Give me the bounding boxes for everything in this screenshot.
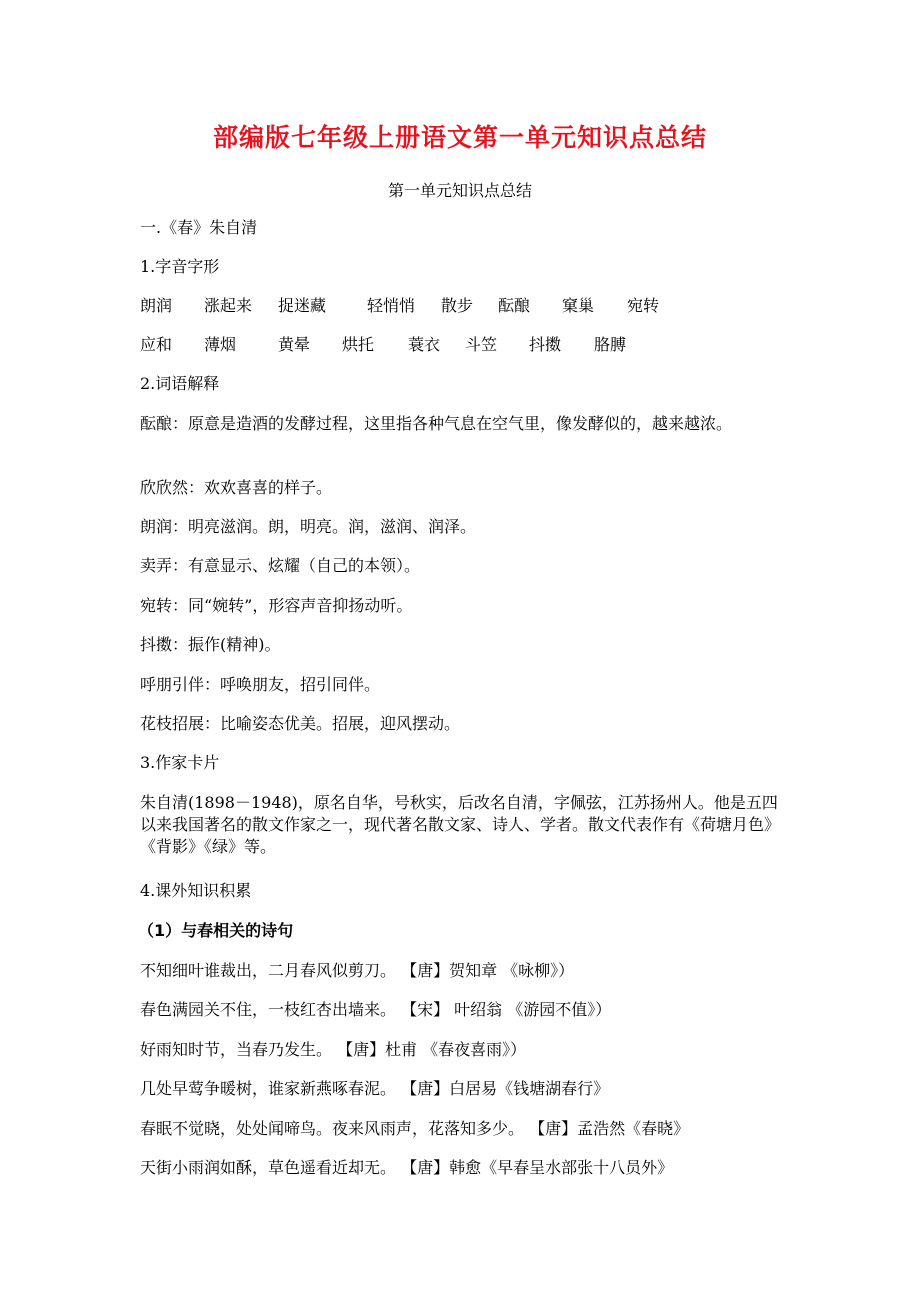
word-item: 宛转 — [627, 296, 660, 315]
word-item: 胳膊 — [594, 335, 627, 354]
definition-item: 酝酿：原意是造酒的发酵过程，这里指各种气息在空气里，像发酵似的，越来越浓。 — [140, 414, 733, 433]
author-card-text: 朱自清(1898－1948)，原名自华，号秋实，后改名自清，字佩弦，江苏扬州人。他是五四以来我国著名的散文作家之一，现代著名散文家、诗人、学者。散文代表作有《荷塘月色》《背影》《绿》等。 — [140, 793, 781, 856]
heading-extracurricular: 4.课外知识积累 — [140, 881, 252, 900]
definition-item: 花枝招展：比喻姿态优美。招展，迎风摆动。 — [140, 714, 461, 733]
word-item: 朗润 — [140, 296, 173, 315]
definition-item: 呼朋引伴：呼唤朋友，招引同伴。 — [140, 675, 381, 694]
definition-item: 卖弄：有意显示、炫耀（自己的本领）。 — [140, 556, 421, 575]
word-item: 应和 — [140, 335, 173, 354]
word-item: 散步 — [441, 296, 474, 315]
subheading-spring-poems: （1）与春相关的诗句 — [138, 921, 294, 940]
word-item: 斗笠 — [465, 335, 498, 354]
definition-item: 欣欣然：欢欢喜喜的样子。 — [140, 478, 333, 497]
section-heading-spring: 一.《春》朱自清 — [140, 218, 258, 237]
poem-line: 好雨知时节，当春乃发生。 【唐】杜甫 《春夜喜雨》） — [140, 1040, 527, 1059]
word-item: 轻悄悄 — [367, 296, 416, 315]
poem-line: 天街小雨润如酥，草色遥看近却无。 【唐】韩愈《早春呈水部张十八员外》 — [140, 1158, 674, 1177]
word-item: 烘托 — [342, 335, 375, 354]
heading-pronunciation: 1.字音字形 — [140, 257, 220, 276]
word-item: 薄烟 — [204, 335, 237, 354]
definition-item: 宛转：同“婉转”，形容声音抑扬动听。 — [140, 596, 413, 615]
poem-line: 春眠不觉晓，处处闻啼鸟。夜来风雨声，花落知多少。 【唐】孟浩然《春晓》 — [140, 1119, 690, 1138]
word-item: 蓑衣 — [408, 335, 441, 354]
poem-line: 不知细叶谁裁出，二月春风似剪刀。 【唐】贺知章 《咏柳》） — [140, 961, 575, 980]
word-item: 酝酿 — [498, 296, 531, 315]
document-subtitle: 第一单元知识点总结 — [387, 181, 532, 200]
document-title: 部编版七年级上册语文第一单元知识点总结 — [212, 123, 707, 152]
heading-vocabulary: 2.词语解释 — [140, 374, 220, 393]
poem-line: 几处早莺争暖树，谁家新燕啄春泥。 【唐】白居易《钱塘湖春行》 — [140, 1079, 610, 1098]
word-item: 涨起来 — [204, 296, 253, 315]
definition-item: 朗润：明亮滋润。朗，明亮。润，滋润、润泽。 — [140, 517, 477, 536]
word-item: 黄晕 — [278, 335, 311, 354]
heading-author-card: 3.作家卡片 — [140, 753, 220, 772]
definition-item: 抖擞：振作(精神)。 — [140, 635, 281, 654]
word-item: 捉迷藏 — [278, 296, 327, 315]
word-item: 抖擞 — [529, 335, 562, 354]
poem-line: 春色满园关不住，一枝红杏出墙来。 【宋】 叶绍翁 《游园不值》） — [140, 1000, 612, 1019]
word-item: 窠巢 — [562, 296, 595, 315]
